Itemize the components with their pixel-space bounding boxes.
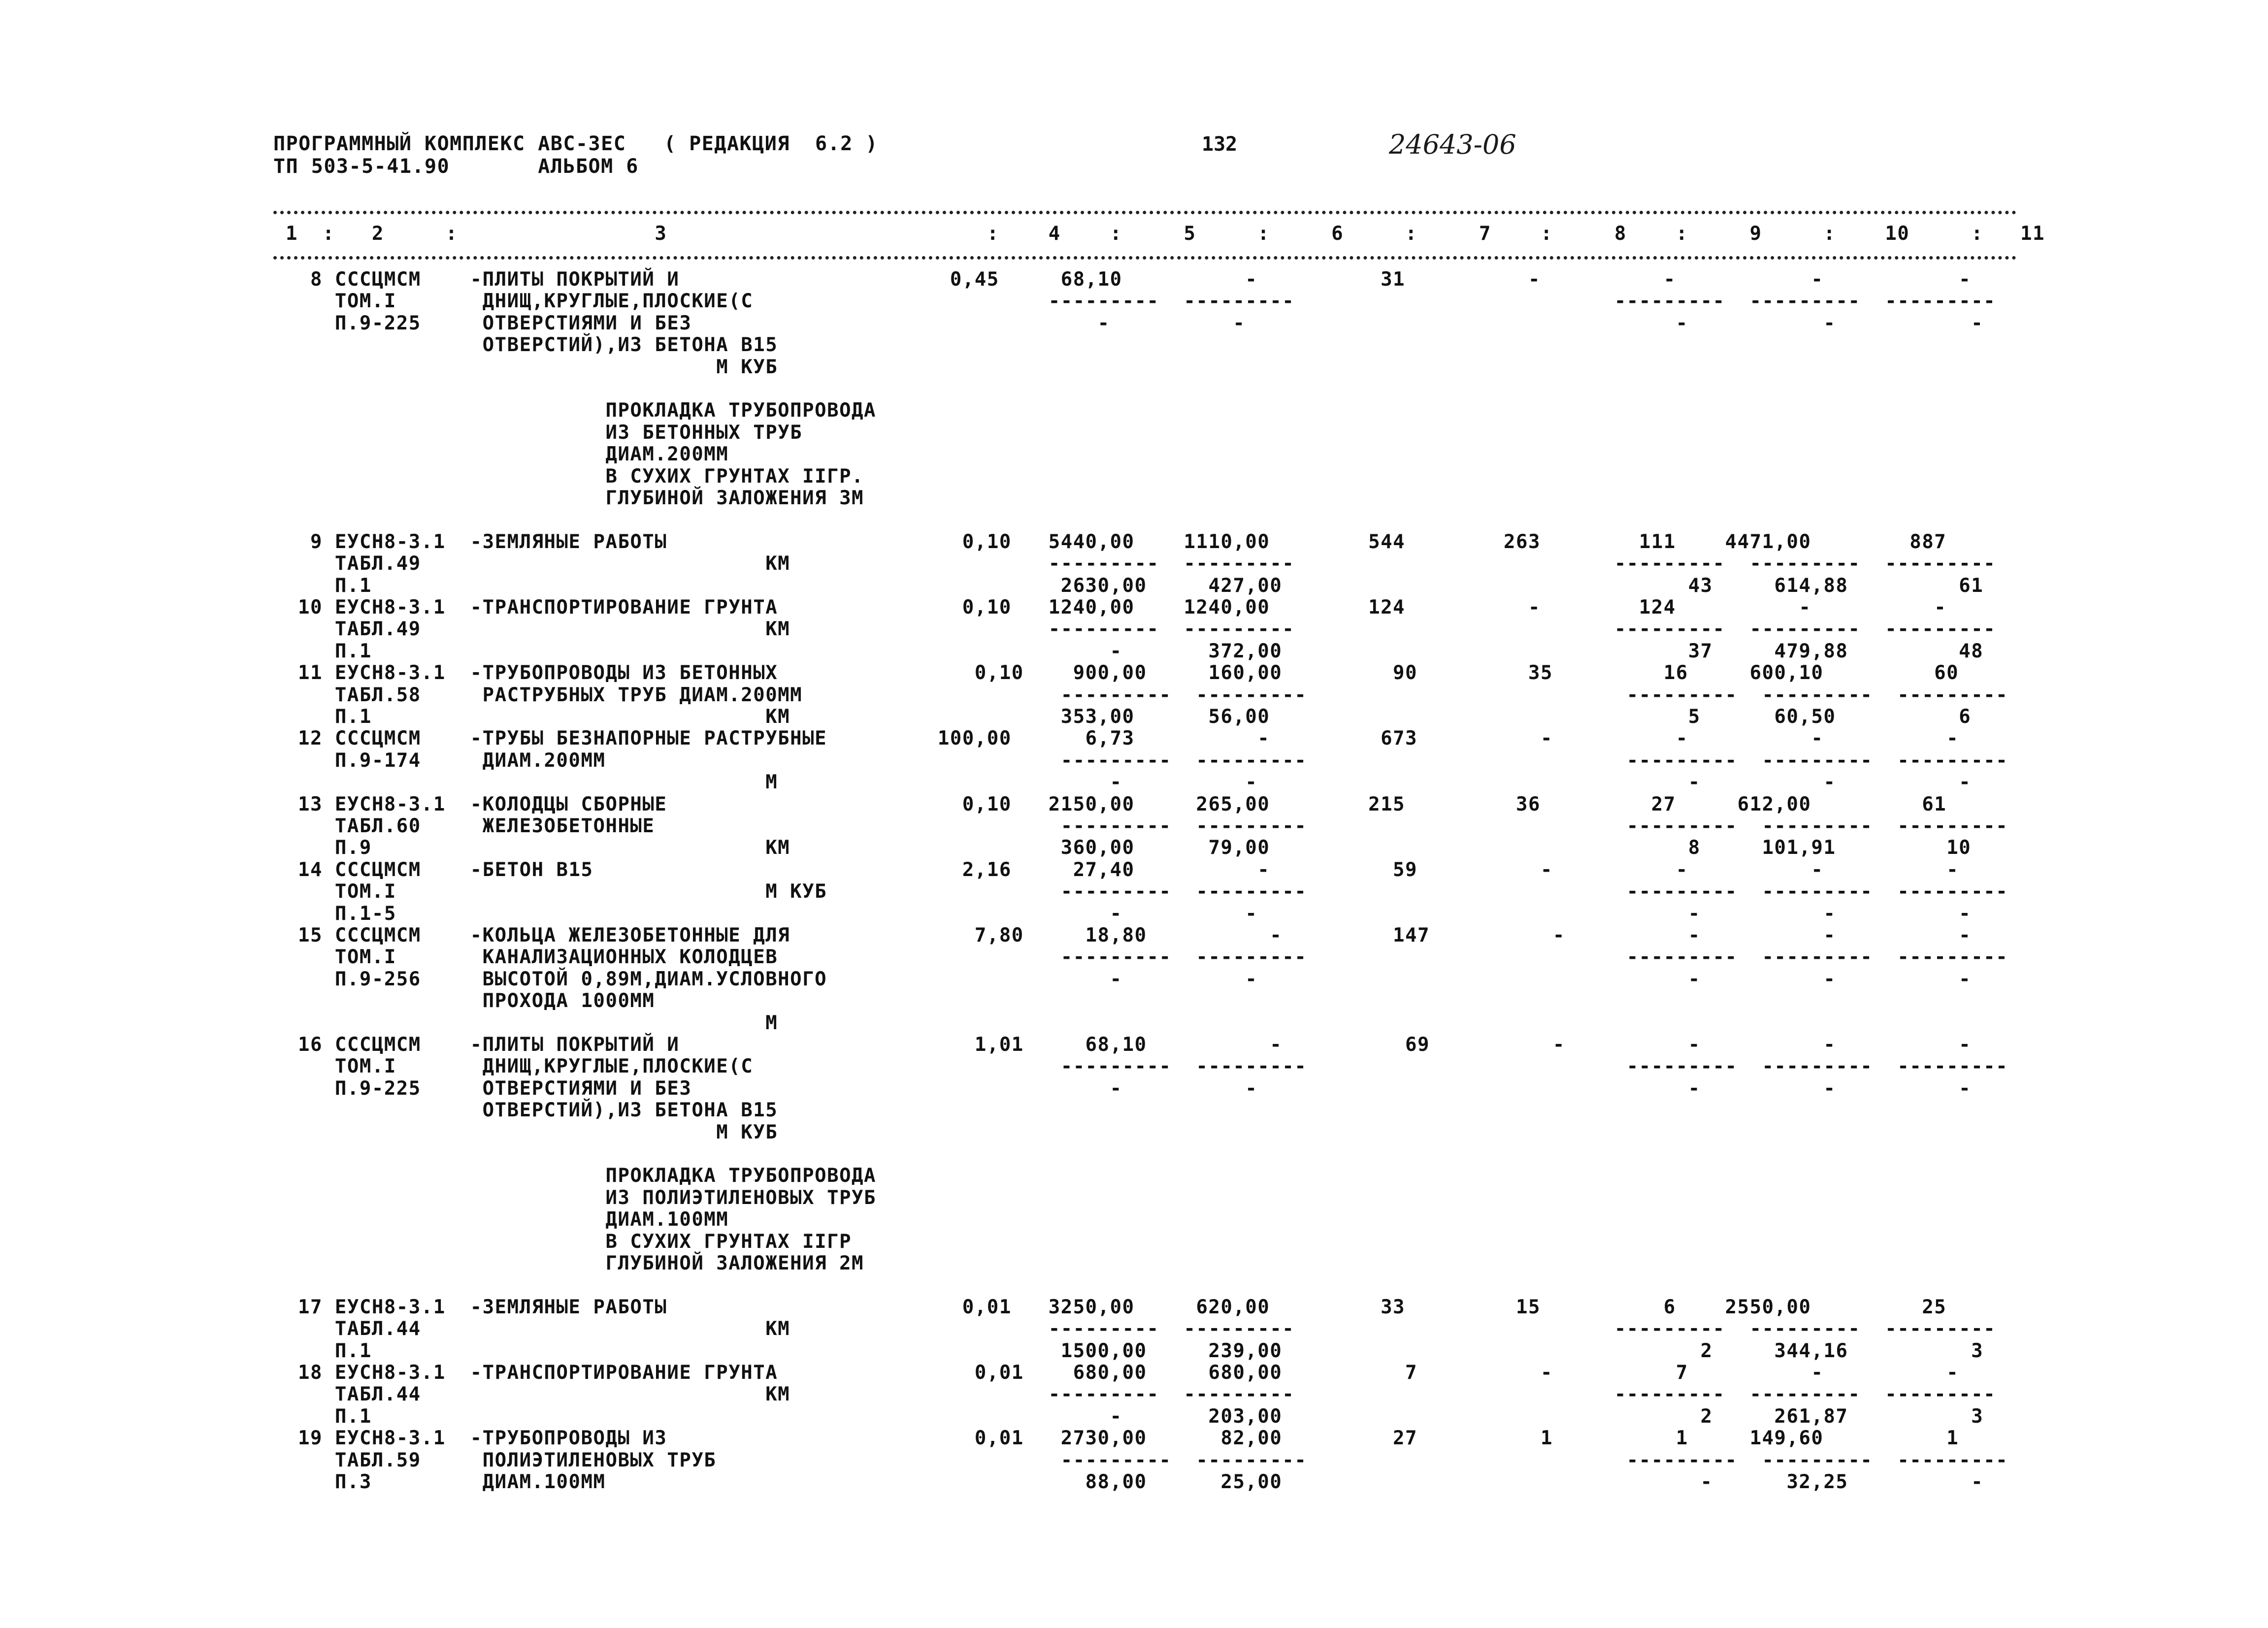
printout-line: ГЛУБИНОЙ ЗАЛОЖЕНИЯ 2М — [273, 1252, 864, 1274]
printout-line: ТОМ.I КАНАЛИЗАЦИОННЫХ КОЛОДЦЕВ --------- --------- --------- --------- --------- — [273, 946, 2008, 969]
printout-line: ТАБЛ.60 ЖЕЛЕЗОБЕТОННЫЕ --------- --------- --------- --------- --------- — [273, 815, 2008, 837]
printout-line: ТАБЛ.49 КМ --------- --------- --------- --------- --------- — [273, 553, 1996, 575]
printout-line: ТОМ.I ДНИЩ,КРУГЛЫЕ,ПЛОСКИЕ(С --------- --------- --------- --------- --------- — [273, 290, 1996, 313]
header-project-line: ТП 503-5-41.90 АЛЬБОМ 6 — [273, 155, 639, 178]
printout-line: ТОМ.I ДНИЩ,КРУГЛЫЕ,ПЛОСКИЕ(С --------- --------- --------- --------- --------- — [273, 1055, 2008, 1078]
printout-line: В СУХИХ ГРУНТАХ IIГР — [273, 1230, 852, 1253]
printout-line: В СУХИХ ГРУНТАХ IIГР. — [273, 465, 864, 488]
header-dotted-rule — [273, 256, 2017, 260]
printout-line: ИЗ ПОЛИЭТИЛЕНОВЫХ ТРУБ — [273, 1186, 877, 1209]
printout-line: П.9 КМ 360,00 79,00 8 101,91 10 — [273, 837, 1972, 859]
printout-line: ТАБЛ.59 ПОЛИЭТИЛЕНОВЫХ ТРУБ --------- --------- --------- --------- --------- — [273, 1449, 2008, 1471]
printout-line: М — [273, 1011, 778, 1034]
printout-line: 9 ЕУСН8-3.1 -ЗЕМЛЯНЫЕ РАБОТЫ 0,10 5440,00 1110,00 544 263 111 4471,00 887 — [273, 530, 1947, 553]
printout-line: 18 ЕУСН8-3.1 -ТРАНСПОРТИРОВАНИЕ ГРУНТА 0,01 680,00 680,00 7 - 7 - - — [273, 1362, 1959, 1384]
printout-line: 10 ЕУСН8-3.1 -ТРАНСПОРТИРОВАНИЕ ГРУНТА 0,10 1240,00 1240,00 124 - 124 - - — [273, 596, 1947, 619]
printout-line: М - - - - - — [273, 771, 1972, 794]
printout-line: ТАБЛ.49 КМ --------- --------- --------- --------- --------- — [273, 618, 1996, 641]
printout-line: 13 ЕУСН8-3.1 -КОЛОДЦЫ СБОРНЫЕ 0,10 2150,00 265,00 215 36 27 612,00 61 — [273, 793, 1947, 815]
printout-line: ТАБЛ.58 РАСТРУБНЫХ ТРУБ ДИАМ.200ММ --------- --------- --------- --------- --------- — [273, 684, 2008, 706]
column-numbers-line: 1 : 2 : 3 : 4 : 5 : 6 : 7 : 8 : 9 : 10 : 11 — [273, 223, 2045, 245]
printout-line: М КУБ — [273, 1121, 778, 1143]
top-dotted-rule — [273, 211, 2017, 214]
printout-line: П.1-5 - - - - - — [273, 902, 1972, 925]
printout-line: ОТВЕРСТИЙ),ИЗ БЕТОНА В15 — [273, 1099, 778, 1122]
header-program-line: ПРОГРАММНЫЙ КОМПЛЕКС АВС-ЗЕС ( РЕДАКЦИЯ 6.2 ) — [273, 132, 878, 155]
printout-line: ИЗ БЕТОННЫХ ТРУБ — [273, 421, 803, 444]
printout-line: ПРОКЛАДКА ТРУБОПРОВОДА — [273, 1165, 877, 1187]
printout-line: ТОМ.I М КУБ --------- --------- --------- --------- --------- — [273, 880, 2008, 903]
printout-line: П.1 KМ 353,00 56,00 5 60,50 6 — [273, 706, 1972, 728]
printout-line: 14 СССЦМСМ -БЕТОН В15 2,16 27,40 - 59 - - - - — [273, 858, 1959, 881]
printout-line: П.9-174 ДИАМ.200ММ --------- --------- --------- --------- --------- — [273, 749, 2008, 772]
printout-line: П.1 2630,00 427,00 43 614,88 61 — [273, 574, 1984, 597]
printout-line: П.1 - 372,00 37 479,88 48 — [273, 640, 1984, 662]
page-number: 132 — [1202, 133, 1238, 156]
printout-line: ДИАМ.200ММ — [273, 443, 729, 466]
printout-line: П.9-225 ОТВЕРСТИЯМИ И БЕЗ - - - - - — [273, 1077, 1972, 1100]
printout-line: ТАБЛ.44 КМ --------- --------- --------- --------- --------- — [273, 1383, 1996, 1406]
printout-line: 11 ЕУСН8-3.1 -ТРУБОПРОВОДЫ ИЗ БЕТОННЫХ 0,10 900,00 160,00 90 35 16 600,10 60 — [273, 662, 1959, 684]
printout-line: ОТВЕРСТИЙ),ИЗ БЕТОНА В15 — [273, 334, 778, 357]
printout-line: 17 ЕУСН8-3.1 -ЗЕМЛЯНЫЕ РАБОТЫ 0,01 3250,00 620,00 33 15 6 2550,00 25 — [273, 1296, 1947, 1318]
printout-line: 15 СССЦМСМ -КОЛЬЦА ЖЕЛЕЗОБЕТОННЫЕ ДЛЯ 7,80 18,80 - 147 - - - - — [273, 924, 1972, 946]
printout-line: 8 СССЦМСМ -ПЛИТЫ ПОКРЫТИЙ И 0,45 68,10 - 31 - - - - — [273, 268, 1972, 291]
printout-line: 19 ЕУСН8-3.1 -ТРУБОПРОВОДЫ ИЗ 0,01 2730,00 82,00 27 1 1 149,60 1 — [273, 1427, 1959, 1450]
printout-line: ГЛУБИНОЙ ЗАЛОЖЕНИЯ 3М — [273, 487, 864, 509]
printout-line: ДИАМ.100ММ — [273, 1208, 729, 1231]
printout-line: ПРОХОДА 1000ММ — [273, 990, 655, 1012]
printout-line: П.3 ДИАМ.100ММ 88,00 25,00 - 32,25 - — [273, 1471, 1984, 1493]
printout-line: ПРОКЛАДКА ТРУБОПРОВОДА — [273, 399, 877, 422]
printout-line: П.1 1500,00 239,00 2 344,16 3 — [273, 1339, 1984, 1362]
printout-line: ТАБЛ.44 КМ --------- --------- --------- --------- --------- — [273, 1318, 1996, 1340]
handwritten-code: 24643-06 — [1389, 129, 1516, 160]
printout-line: 16 СССЦМСМ -ПЛИТЫ ПОКРЫТИЙ И 1,01 68,10 - 69 - - - - — [273, 1034, 1972, 1056]
printout-line: М КУБ — [273, 356, 778, 378]
printout-line: П.9-225 ОТВЕРСТИЯМИ И БЕЗ - - - - - — [273, 312, 1984, 334]
printout-line: 12 СССЦМСМ -ТРУБЫ БЕЗНАПОРНЫЕ РАСТРУБНЫЕ 100,00 6,73 - 673 - - - - — [273, 727, 1959, 750]
printout-line: П.9-256 ВЫСОТОЙ 0,89М,ДИАМ.УСЛОВНОГО - - - - - — [273, 968, 1972, 990]
printout-line: П.1 - 203,00 2 261,87 3 — [273, 1405, 1984, 1428]
